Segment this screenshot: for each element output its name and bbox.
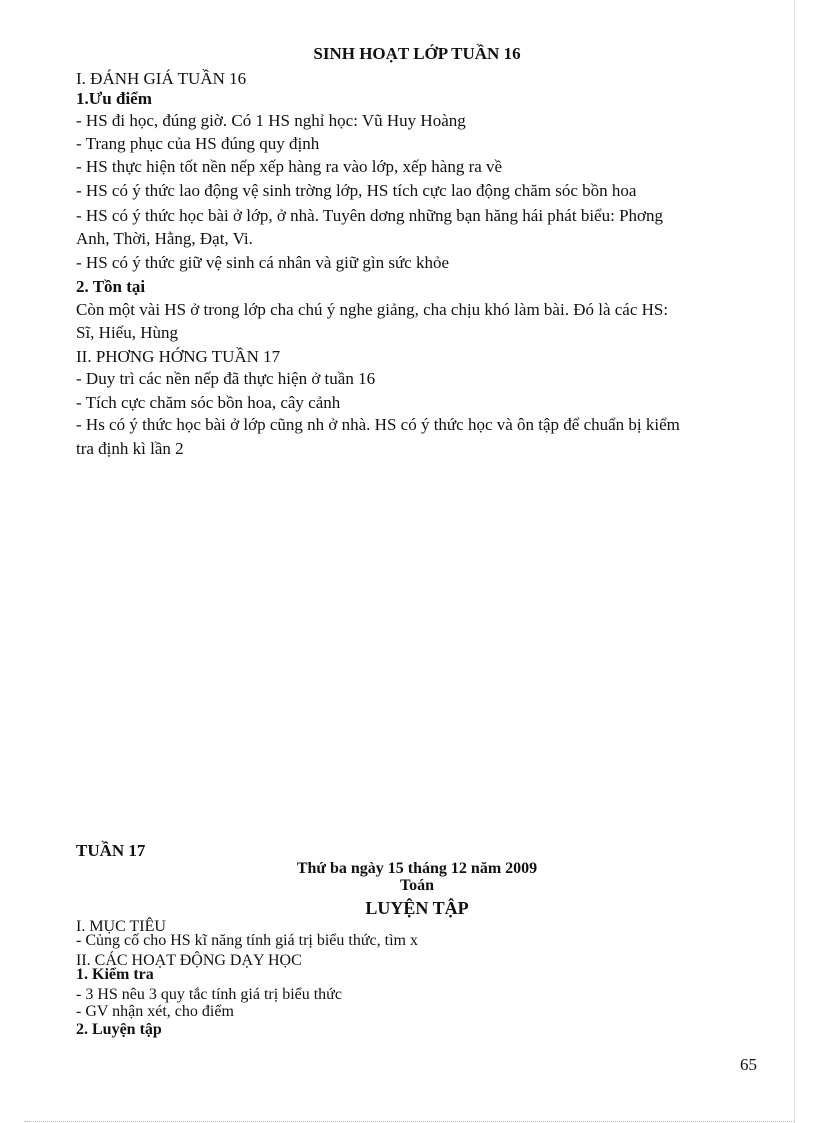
text-line: tra định kì lần 2 bbox=[76, 439, 184, 458]
page-title: SINH HOẠT LỚP TUẦN 16 bbox=[313, 44, 521, 63]
text-line: - Trang phục của HS đúng quy định bbox=[76, 134, 320, 153]
text-line: - HS đi học, đúng giờ. Có 1 HS nghỉ học: Vũ Huy Hoàng bbox=[76, 111, 466, 130]
text-line: - Tích cực chăm sóc bồn hoa, cây cảnh bbox=[76, 393, 341, 412]
text-line: - HS thực hiện tốt nền nếp xếp hàng ra vào lớp, xếp hàng ra về bbox=[76, 157, 503, 176]
text-line: - HS có ý thức giữ vệ sinh cá nhân và giữ gìn sức khỏe bbox=[76, 253, 450, 272]
text-line: - Củng cố cho HS kĩ năng tính giá trị biểu thức, tìm x bbox=[76, 932, 418, 949]
text-line: - HS có ý thức học bài ở lớp, ở nhà. Tuyên dơng những bạn hăng hái phát biểu: Phơng bbox=[76, 206, 664, 225]
section-heading-direction: II. PHƠNG HỚNG TUẦN 17 bbox=[76, 347, 281, 366]
section-heading-objectives: I. MỤC TIÊU bbox=[76, 918, 166, 935]
page-edge-bottom bbox=[24, 1121, 794, 1122]
subheading-shortcomings: 2. Tồn tại bbox=[76, 277, 146, 296]
week-heading: TUẦN 17 bbox=[76, 841, 146, 860]
section-heading-evaluation: I. ĐÁNH GIÁ TUẦN 16 bbox=[76, 69, 247, 88]
subject-heading: Toán bbox=[399, 877, 435, 894]
text-line: Còn một vài HS ở trong lớp cha chú ý nghe giảng, cha chịu khó làm bài. Đó là các HS: bbox=[76, 300, 669, 319]
text-line: - HS có ý thức lao động vệ sinh trờng lớp, HS tích cực lao động chăm sóc bồn hoa bbox=[76, 181, 637, 200]
subheading-practice: 2. Luyện tập bbox=[76, 1021, 162, 1038]
subheading-check: 1. Kiểm tra bbox=[76, 966, 154, 983]
text-line: - 3 HS nêu 3 quy tắc tính giá trị biểu thức bbox=[76, 986, 342, 1003]
text-line: Anh, Thời, Hằng, Đạt, Vi. bbox=[76, 229, 253, 248]
text-line: - GV nhận xét, cho điểm bbox=[76, 1003, 234, 1020]
text-line: - Hs có ý thức học bài ở lớp cũng nh ở nhà. HS có ý thức học và ôn tập để chuẩn bị kiểm bbox=[76, 415, 680, 434]
page-number: 65 bbox=[740, 1055, 757, 1074]
lesson-title: LUYỆN TẬP bbox=[365, 898, 469, 918]
text-line: - Duy trì các nền nếp đã thực hiện ở tuần 16 bbox=[76, 369, 376, 388]
page-edge-right bbox=[794, 0, 795, 1123]
date-heading: Thứ ba ngày 15 tháng 12 năm 2009 bbox=[296, 860, 538, 877]
text-line: Sĩ, Hiếu, Hùng bbox=[76, 323, 178, 342]
subheading-strengths: 1.Ưu điểm bbox=[76, 89, 152, 108]
section-heading-activities: II. CÁC HOẠT ĐỘNG DẠY HỌC bbox=[76, 952, 302, 969]
